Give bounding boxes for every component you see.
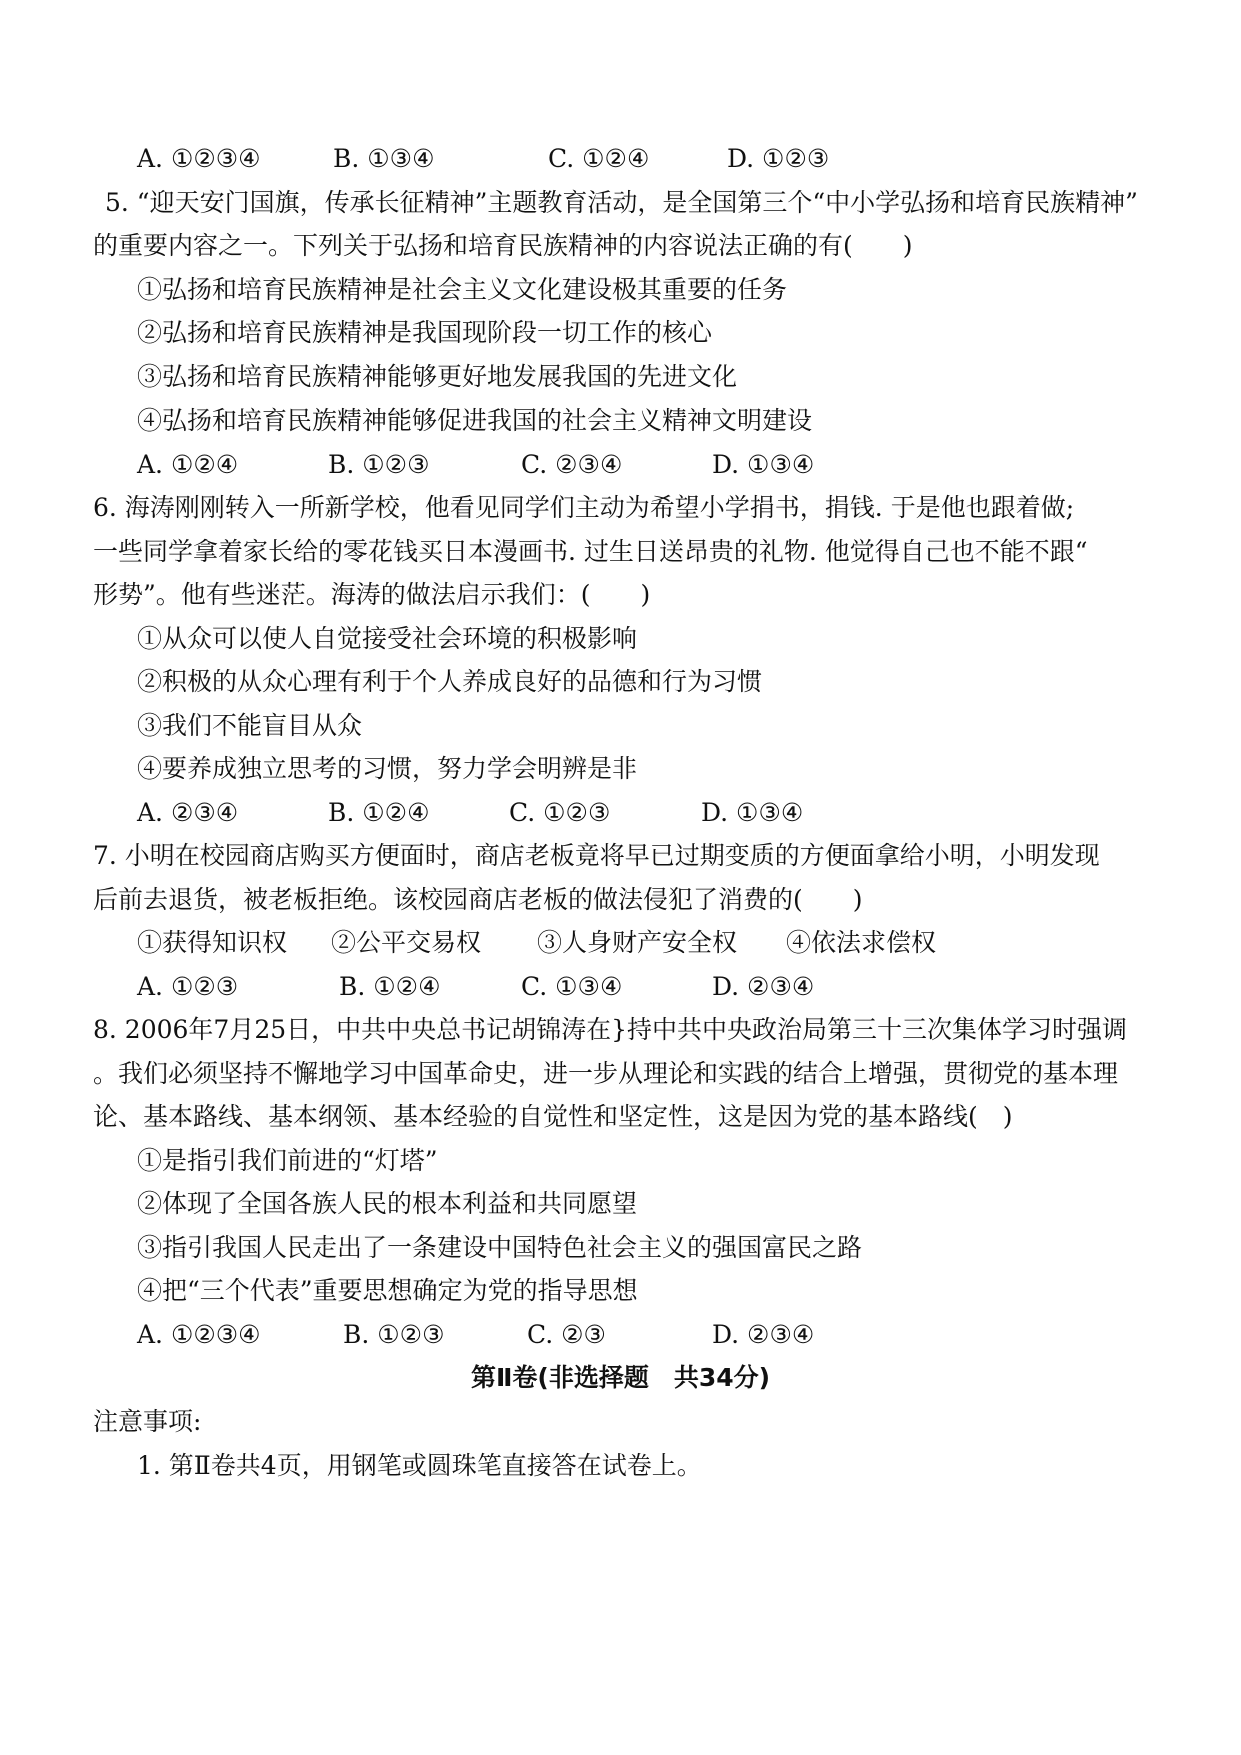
q8-item: ②体现了全国各族人民的根本利益和共同愿望 [137, 1189, 638, 1218]
q7-item: ①获得知识权 [137, 928, 288, 957]
q6-option-c: C. ①②③ [509, 798, 611, 827]
q7-option-d: D. ②③④ [712, 972, 815, 1001]
q5-item: ①弘扬和培育民族精神是社会主义文化建设极其重要的任务 [137, 275, 788, 304]
q6-option-b: B. ①②④ [328, 798, 430, 827]
q5-stem-line: 5. “迎天安门国旗，传承长征精神”主题教育活动，是全国第三个“中小学弘扬和培育民族精神” [105, 188, 1138, 217]
q8-option-a: A. ①②③④ [137, 1320, 261, 1349]
q5-stem-line: 的重要内容之一。下列关于弘扬和培育民族精神的内容说法正确的有( ) [93, 231, 913, 260]
q6-option-a: A. ②③④ [137, 798, 239, 827]
q7-item: ④依法求偿权 [786, 928, 937, 957]
q7-item: ③人身财产安全权 [537, 928, 738, 957]
notice-label: 注意事项: [93, 1407, 202, 1436]
q5-option-c: C. ②③④ [521, 450, 623, 479]
q4-option-a: A. ①②③④ [137, 144, 261, 173]
q5-option-b: B. ①②③ [328, 450, 430, 479]
q8-item: ④把“三个代表”重要思想确定为党的指导思想 [137, 1276, 638, 1305]
q5-option-d: D. ①③④ [712, 450, 815, 479]
q6-stem-line: 一些同学拿着家长给的零花钱买日本漫画书. 过生日送昂贵的礼物. 他觉得自己也不能不跟“ [93, 537, 1088, 566]
q8-option-d: D. ②③④ [712, 1320, 815, 1349]
q7-option-a: A. ①②③ [137, 972, 239, 1001]
q8-stem-line: 8. 2006年7月25日，中共中央总书记胡锦涛在}持中共中央政治局第三十三次集体学习时强调 [93, 1015, 1128, 1044]
q6-stem-line: 6. 海涛刚刚转入一所新学校，他看见同学们主动为希望小学捐书，捐钱. 于是他也跟着做; [93, 493, 1075, 522]
q8-option-b: B. ①②③ [343, 1320, 445, 1349]
q4-option-c: C. ①②④ [548, 144, 650, 173]
q5-item: ②弘扬和培育民族精神是我国现阶段一切工作的核心 [137, 318, 713, 347]
q6-item: ②积极的从众心理有利于个人养成良好的品德和行为习惯 [137, 667, 763, 696]
q5-item: ③弘扬和培育民族精神能够更好地发展我国的先进文化 [137, 362, 738, 391]
q8-item: ③指引我国人民走出了一条建设中国特色社会主义的强国富民之路 [137, 1233, 863, 1262]
q6-item: ③我们不能盲目从众 [137, 711, 363, 740]
q7-option-c: C. ①③④ [521, 972, 623, 1001]
q7-item: ②公平交易权 [331, 928, 482, 957]
q7-stem-line: 7. 小明在校园商店购买方便面时，商店老板竟将早已过期变质的方便面拿给小明，小明发现 [93, 841, 1100, 870]
q4-option-d: D. ①②③ [727, 144, 830, 173]
q8-item: ①是指引我们前进的“灯塔” [137, 1146, 438, 1175]
q8-stem-line: 。我们必须坚持不懈地学习中国革命史，进一步从理论和实践的结合上增强，贯彻党的基本理 [93, 1059, 1119, 1088]
q4-option-b: B. ①③④ [333, 144, 435, 173]
q6-item: ④要养成独立思考的习惯，努力学会明辨是非 [137, 754, 638, 783]
q6-stem-line: 形势”。他有些迷茫。海涛的做法启示我们：( ) [93, 580, 651, 609]
q8-stem-line: 论、基本路线、基本纲领、基本经验的自觉性和坚定性，这是因为党的基本路线( ) [93, 1102, 1013, 1131]
q6-item: ①从众可以使人自觉接受社会环境的积极影响 [137, 624, 638, 653]
q5-option-a: A. ①②④ [137, 450, 239, 479]
section-title: 第Ⅱ卷(非选择题 共34分) [470, 1363, 771, 1392]
q7-option-b: B. ①②④ [339, 972, 441, 1001]
q7-stem-line: 后前去退货，被老板拒绝。该校园商店老板的做法侵犯了消费的( ) [93, 885, 863, 914]
q5-item: ④弘扬和培育民族精神能够促进我国的社会主义精神文明建设 [137, 406, 813, 435]
notice-item: 1. 第Ⅱ卷共4页，用钢笔或圆珠笔直接答在试卷上。 [137, 1451, 702, 1480]
q6-option-d: D. ①③④ [701, 798, 804, 827]
q8-option-c: C. ②③ [527, 1320, 606, 1349]
